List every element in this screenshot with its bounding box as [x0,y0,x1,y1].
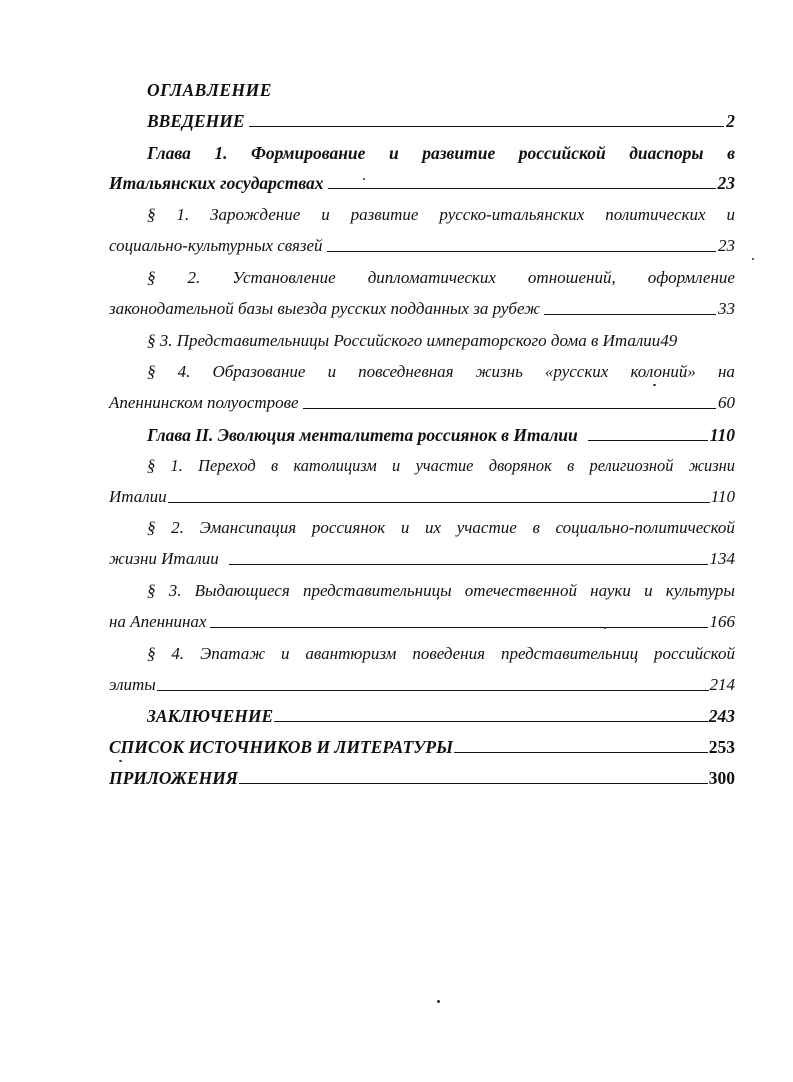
scan-speck [752,258,754,260]
word: Зарождение [210,205,301,224]
word: § [147,268,156,287]
leader-line [249,126,725,127]
toc-title: ОГЛАВЛЕНИЕ [147,80,272,100]
leader-line [274,721,708,722]
word: участие [415,456,474,475]
word: Эпатаж [200,644,266,663]
word: науки [590,581,631,600]
entry-label: Глава II. Эволюция менталитета россиянок в Италии [147,425,578,445]
word: и [644,581,653,600]
word: Глава [147,143,191,163]
word: диаспоры [629,143,704,163]
page-number: 134 [709,549,735,568]
page-number: 253 [708,737,735,757]
word: 2. [187,268,201,287]
toc-entry-section-1-1-line1 [147,204,735,226]
toc-entry-chapter-2 [147,424,735,446]
word: § [147,205,156,224]
scan-speck [604,627,606,629]
toc-entry-section-1-2-line2 [109,298,735,320]
word: § [147,518,156,537]
scan-speck [437,1000,440,1003]
entry-label: Италии [109,487,167,506]
word: колоний» [630,362,696,381]
word: и [400,518,410,537]
word: в [271,456,279,475]
word: поведения [412,644,486,663]
toc-entry-section-1-3 [147,330,735,352]
toc-entry-section-2-4-line2 [109,674,735,696]
leader-line [328,188,716,189]
leader-line [454,752,708,753]
word: и [726,205,735,224]
word: авантюризм [305,644,397,663]
word: россиянок [311,518,386,537]
entry-label: Итальянских государствах [109,173,324,193]
word: политических [605,205,706,224]
word: отечественной [464,581,577,600]
word: § [147,644,156,663]
entry-label: жизни Италии [109,549,219,568]
leader-line [239,783,708,784]
entry-label: социально-культурных связей [109,236,323,255]
word: в [727,143,735,163]
word: русско-итальянских [439,205,585,224]
entry-label: СПИСОК ИСТОЧНИКОВ И ЛИТЕРАТУРЫ [109,737,454,757]
word: § [147,581,156,600]
leader-line [157,690,709,691]
scan-speck [363,178,365,180]
toc-entry-chapter-1-line1 [147,142,735,164]
leader-line [303,408,716,409]
toc-entry-section-1-2-line1 [147,267,735,289]
word: 3. [168,581,182,600]
toc-entry-introduction [147,110,735,132]
page-number: 110 [710,487,735,506]
word: на [718,362,735,381]
word: религиозной [589,456,674,475]
word: российской [518,143,606,163]
toc-entry-section-2-4-line1 [147,643,735,665]
word: и [321,205,330,224]
page-number: 166 [709,612,735,631]
page-number: 214 [709,675,735,694]
entry-label: ПРИЛОЖЕНИЯ [109,768,238,788]
leader-line [168,502,710,503]
word: 1. [176,205,190,224]
word: повседневная [358,362,454,381]
word: российской [654,644,735,663]
scan-speck [119,760,122,762]
word: социально-политической [555,518,735,537]
toc-entry-section-2-3-line1 [147,580,735,602]
toc-entry-sources [109,736,735,758]
word: Установление [232,268,336,287]
word: дипломатических [367,268,496,287]
word: 4. [177,362,191,381]
toc-entry-conclusion [147,705,735,727]
word: и [280,644,290,663]
word: в [532,518,540,537]
word: развитие [350,205,419,224]
word: отношений, [527,268,616,287]
word: 2. [171,518,184,537]
page-number: 243 [708,706,735,726]
page-number: 23 [718,236,735,255]
word: дворянок [488,456,552,475]
word: § [147,362,156,381]
leader-line [327,251,716,252]
entry-label: законодательной базы выезда русских подданных за рубеж [109,299,540,318]
page-number: 2 [726,111,735,131]
toc-entry-section-2-3-line2 [109,611,735,633]
word: развитие [422,143,496,163]
leader-line [588,440,708,441]
word: § [147,456,156,475]
toc-entry-section-2-2-line2 [109,548,735,570]
entry-label: § 3. Представительницы Российского императорского дома в Италии49 [147,331,678,350]
toc-entry-section-1-4-line1 [147,361,735,383]
toc-entry-section-1-4-line2 [109,392,735,414]
word: участие [456,518,517,537]
word: «русских [544,362,609,381]
toc-entry-section-2-1-line1 [147,455,735,477]
toc-entry-appendix [109,767,735,789]
word: жизни [688,456,735,475]
page-number: 60 [718,393,735,412]
word: жизнь [475,362,523,381]
word: Формирование [251,143,366,163]
word: 1. [214,143,228,163]
toc-entry-section-2-2-line1 [147,517,735,539]
toc-entry-chapter-1-line2 [109,172,735,194]
leader-line [210,627,707,628]
page-number: 110 [709,425,735,445]
word: и [327,362,337,381]
word: 4. [171,644,185,663]
word: Образование [212,362,306,381]
word: Эмансипация [199,518,297,537]
page-number: 33 [718,299,735,318]
word: в [567,456,575,475]
entry-label: на Апеннинах [109,612,207,631]
toc-entry-section-1-1-line2 [109,235,735,257]
word: оформление [647,268,735,287]
word: культуры [665,581,735,600]
word: и [392,456,401,475]
toc-entry-section-2-1-line2 [109,486,735,508]
word: католицизм [293,456,377,475]
word: и [388,143,399,163]
leader-line [544,314,716,315]
page-number: 300 [708,768,735,788]
leader-line [229,564,708,565]
word: представительниц [500,644,639,663]
entry-label: ВВЕДЕНИЕ [147,111,245,131]
entry-label: Апеннинском полуострове [109,393,299,412]
page-number: 23 [717,173,735,193]
word: Выдающиеся [194,581,290,600]
word: Переход [198,456,256,475]
word: 1. [170,456,183,475]
scan-speck [653,384,656,386]
entry-label: элиты [109,675,156,694]
word: представительницы [302,581,452,600]
word: их [425,518,442,537]
entry-label: ЗАКЛЮЧЕНИЕ [147,706,274,726]
